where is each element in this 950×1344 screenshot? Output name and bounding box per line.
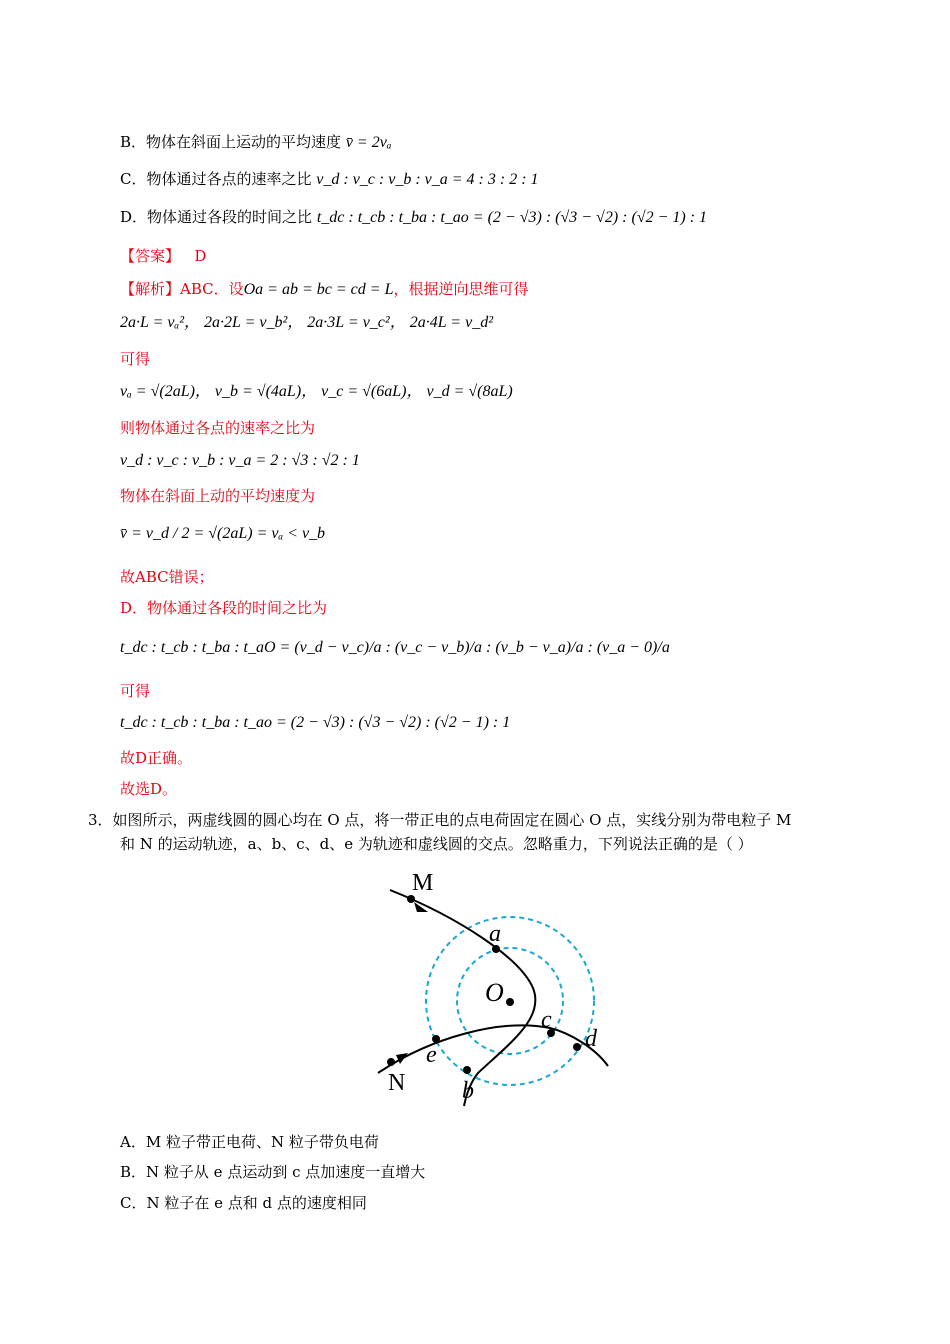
equation-2: vₐ = √(2aL)， v_b = √(4aL)， v_c = √(6aL)， v_d = √(8aL)	[120, 383, 513, 400]
answer-line	[120, 246, 206, 266]
option-c-text: C．物体通过各点的速率之比	[120, 170, 312, 188]
label-n: N	[388, 1070, 406, 1096]
n-trajectory	[378, 1025, 608, 1073]
analysis-setup-math: Oa = ab = bc = cd = L	[243, 281, 394, 298]
average-speed-text: 物体在斜面上动的平均速度为	[120, 487, 316, 505]
option-a: A．M 粒子带正电荷、N 粒子带负电荷	[120, 1133, 379, 1151]
label-e: e	[426, 1042, 437, 1068]
option-d-text: D．物体通过各段的时间之比	[120, 208, 313, 226]
label-b: b	[462, 1078, 474, 1104]
label-o: O	[485, 978, 504, 1007]
abc-wrong: 故ABC错误；	[120, 568, 214, 586]
equation-3: v_d : v_c : v_b : v_a = 2 : √3 : √2 : 1	[120, 452, 360, 469]
equation-4: v̄ = v_d / 2 = √(2aL) = vₐ < v_b	[120, 525, 326, 542]
point-m-start	[407, 895, 415, 903]
equation-1: 2a·L = vₐ²， 2a·2L = v_b²， 2a·3L = v_c²， 2a·4L = v_d²	[120, 314, 494, 331]
label-c: c	[541, 1007, 552, 1033]
analysis-setup-tail: ，根据逆向思维可得	[393, 280, 529, 298]
option-c-math: v_d : v_c : v_b : v_a = 4 : 3 : 2 : 1	[316, 171, 539, 188]
trajectory-figure	[370, 868, 620, 1108]
equation-5: t_dc : t_cb : t_ba : t_aO = (v_d − v_c)/a : (v_c − v_b)/a : (v_b − v_a)/a : (v_a − 0)/a	[120, 639, 670, 656]
kede-1: 可得	[120, 350, 151, 368]
point-b	[463, 1066, 471, 1074]
option-c-prev	[120, 169, 539, 190]
point-n-start	[387, 1058, 395, 1066]
analysis-intro	[120, 279, 528, 300]
question-3	[88, 808, 878, 856]
choose-d: 故选D。	[120, 780, 178, 798]
d-time-ratio-text: D．物体通过各段的时间之比为	[120, 599, 328, 617]
question-3-line-1: 3．如图所示，两虚线圆的圆心均在 O 点，将一带正电的点电荷固定在圆心 O 点，实线分别为带电粒子 M	[88, 811, 792, 829]
label-d: d	[585, 1026, 597, 1052]
point-o	[506, 998, 514, 1006]
equation-6: t_dc : t_cb : t_ba : t_ao = (2 − √3) : (√3 − √2) : (√2 − 1) : 1	[120, 714, 511, 731]
label-m: M	[412, 870, 434, 896]
option-c: C．N 粒子在 e 点和 d 点的速度相同	[120, 1194, 367, 1212]
point-d	[573, 1043, 581, 1051]
option-b: B．N 粒子从 e 点运动到 c 点加速度一直增大	[120, 1163, 426, 1181]
option-d-math: t_dc : t_cb : t_ba : t_ao = (2 − √3) : (√3 − √2) : (√2 − 1) : 1	[316, 209, 708, 226]
option-d-prev	[120, 207, 707, 228]
analysis-label: 【解析】ABC．设	[120, 280, 244, 298]
answer-label: 【答案】	[120, 247, 181, 265]
option-b-math: v̄ = 2vₐ	[345, 134, 392, 151]
kede-2: 可得	[120, 682, 151, 700]
m-trajectory	[390, 890, 535, 1106]
option-b-prev	[120, 132, 392, 153]
n-arrow-icon	[396, 1053, 408, 1064]
d-correct: 故D正确。	[120, 749, 193, 767]
option-b-text: B．物体在斜面上运动的平均速度	[120, 133, 342, 151]
label-a: a	[489, 921, 501, 947]
question-3-line-2: 和 N 的运动轨迹，a、b、c、d、e 为轨迹和虚线圆的交点。忽略重力，下列说法正确的是（ ）	[120, 835, 753, 853]
rate-ratio-text: 则物体通过各点的速率之比为	[120, 419, 316, 437]
answer-value: D	[194, 247, 207, 265]
